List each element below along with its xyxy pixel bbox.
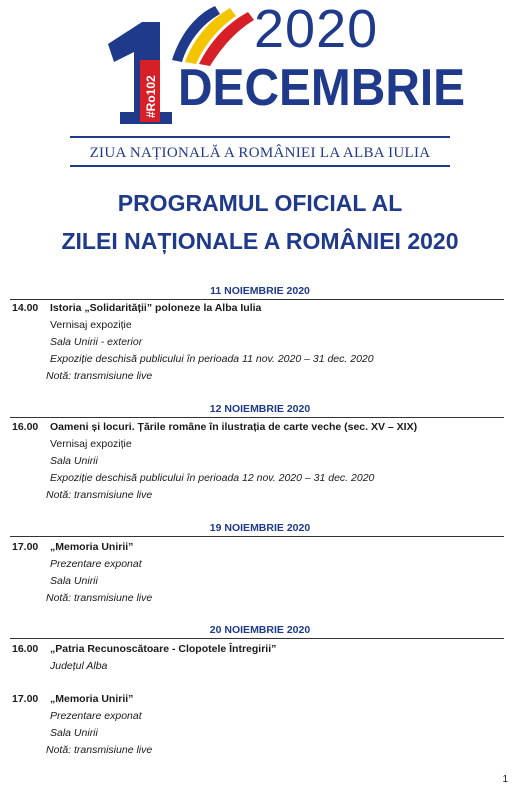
event-detail: Expoziție deschisă publicului în perioada 11 nov. 2020 – 31 dec. 2020 — [50, 353, 374, 365]
event-location: Sala Unirii — [50, 575, 98, 587]
event-note: Notă: transmisiune live — [46, 744, 153, 756]
event-note: Notă: transmisiune live — [46, 489, 153, 501]
logo-divider-top — [70, 136, 450, 138]
event-detail: Expoziție deschisă publicului în perioada 12 nov. 2020 – 31 dec. 2020 — [50, 472, 375, 484]
section-divider — [10, 299, 504, 300]
section-divider — [10, 417, 504, 418]
event-type: Vernisaj expoziție — [50, 438, 132, 450]
logo-divider-bottom — [70, 165, 450, 167]
event-time: 16.00 — [12, 421, 39, 433]
logo-subtitle: ZIUA NAȚIONALĂ A ROMÂNIEI LA ALBA IULIA — [89, 145, 431, 161]
section-divider — [10, 536, 504, 537]
page-title-line2: ZILEI NAȚIONALE A ROMÂNIEI 2020 — [61, 228, 459, 254]
section-date: 20 NOIEMBRIE 2020 — [209, 624, 311, 636]
event-location: Județul Alba — [50, 660, 108, 672]
section-date: 19 NOIEMBRIE 2020 — [209, 522, 311, 534]
event-type: Prezentare exponat — [50, 558, 142, 570]
page-title-line1: PROGRAMUL OFICIAL AL — [117, 190, 403, 216]
event-note: Notă: transmisiune live — [46, 592, 153, 604]
event-logo — [60, 0, 466, 170]
event-location: Sala Unirii — [50, 727, 98, 739]
event-note: Notă: transmisiune live — [46, 370, 153, 382]
event-title: „Memoria Unirii” — [50, 693, 134, 705]
event-type: Vernisaj expoziție — [50, 319, 132, 331]
section-date: 12 NOIEMBRIE 2020 — [209, 403, 311, 415]
event-type: Prezentare exponat — [50, 710, 142, 722]
event-title: Istoria „Solidarității” poloneze la Alba Iulia — [50, 302, 262, 314]
logo-year: 2020 — [254, 0, 379, 59]
event-title: „Patria Recunoscătoare - Clopotele Întregirii” — [50, 643, 277, 655]
event-time: 14.00 — [12, 302, 39, 314]
page-number: 1 — [502, 774, 508, 785]
event-location: Sala Unirii — [50, 455, 98, 467]
section-date: 11 NOIEMBRIE 2020 — [210, 285, 310, 297]
event-title: „Memoria Unirii” — [50, 541, 134, 553]
logo-hashtag: #Ro102 — [144, 75, 158, 118]
event-time: 17.00 — [12, 693, 39, 705]
event-title: Oameni și locuri. Țările române în ilustrația de carte veche (sec. XV – XIX) — [50, 421, 418, 433]
event-time: 16.00 — [12, 643, 39, 655]
section-divider — [10, 638, 504, 639]
logo-month: DECEMBRIE — [178, 59, 466, 117]
event-time: 17.00 — [12, 541, 39, 553]
event-location: Sala Unirii - exterior — [50, 336, 143, 348]
